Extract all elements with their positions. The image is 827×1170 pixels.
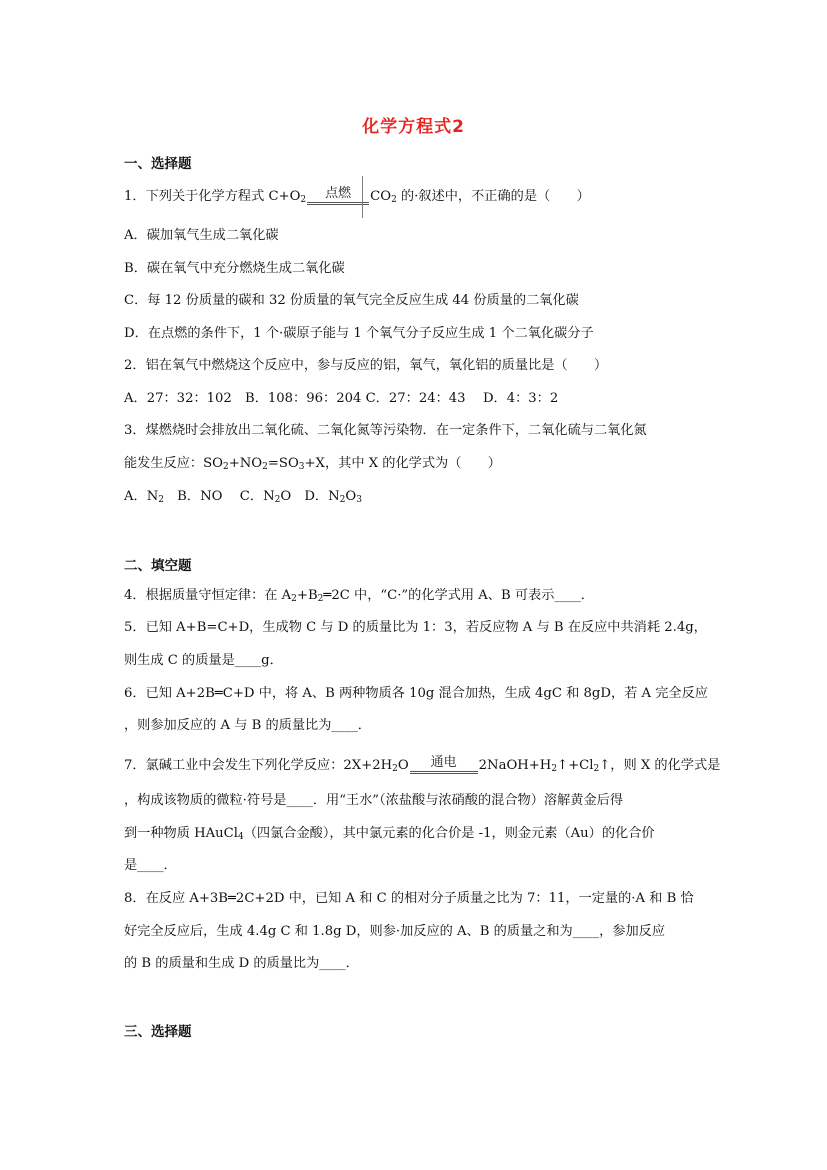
q7-sub: 2 xyxy=(593,764,600,774)
q7-text-6: 到一种物质 HAuCl xyxy=(124,826,238,841)
q4-sub: 2 xyxy=(317,594,324,604)
q1-option-d: D．在点燃的条件下，1 个·碳原子能与 1 个氧气分子反应生成 1 个二氧化碳分子 xyxy=(124,326,594,341)
q3-sub: 2 xyxy=(158,495,164,505)
q3-sub: 3 xyxy=(298,462,305,472)
question-5-line-1: 5．已知 A+B=C+D，生成物 C 与 D 的质量比为 1：3，若反应物 A 与 B 在反应中共消耗 2.4g， xyxy=(124,620,707,635)
q7-condition-label: 通电 xyxy=(410,755,478,774)
q3-text-4: +X，其中 X 的化学式为（ ） xyxy=(304,456,501,471)
q7-text-3: 2NaOH+H xyxy=(478,758,552,773)
q4-text-3: ═2C 中，“C·”的化学式用 A、B 可表示____． xyxy=(323,588,594,603)
question-3-line-1: 3．煤燃烧时会排放出二氧化硫、二氧化氮等污染物．在一定条件下，二氧化硫与二氧化氮 xyxy=(124,423,647,438)
q3-opt-d: O xyxy=(345,489,357,504)
q1-condition-label: 点燃 xyxy=(307,186,369,205)
q1-product: CO xyxy=(370,189,392,204)
q2-options: A．27：32：102 B．108：96：204 C．27：24：43 D．4：3：2 xyxy=(124,391,559,406)
q7-text-4: ↑+Cl xyxy=(557,758,594,773)
q3-sub: 3 xyxy=(356,495,362,505)
q3-opt-a: A．N xyxy=(124,489,159,504)
q3-text-2: +NO xyxy=(228,456,263,471)
question-7-line-1 xyxy=(124,755,720,774)
q1-reaction-condition xyxy=(307,186,369,205)
q4-sub: 2 xyxy=(291,594,297,604)
question-4 xyxy=(124,588,594,604)
question-7-line-2: ，构成该物质的微粒·符号是____．用“王水”（浓盐酸与浓硝酸的混合物）溶解黄金后得 xyxy=(124,793,624,808)
q1-option-c: C．每 12 份质量的碳和 32 份质量的氧气完全反应生成 44 份质量的二氧化碳 xyxy=(124,293,579,308)
q7-text-1: 7．氯碱工业中会发生下列化学反应：2X+2H xyxy=(124,758,393,773)
q1-text-pre: 1．下列关于化学方程式 C+O xyxy=(124,189,301,204)
q7-text-2: O xyxy=(397,758,409,773)
q1-o2-sub: 2 xyxy=(300,195,307,205)
q1-text-post: 的·叙述中，不正确的是（ ） xyxy=(396,189,590,204)
q3-opt-c: O D．N xyxy=(280,489,340,504)
q1-option-b: B．碳在氧气中充分燃烧生成二氧化碳 xyxy=(124,261,345,276)
q3-text-3: =SO xyxy=(267,456,299,471)
q3-sub: 2 xyxy=(262,462,268,472)
q7-sub: 2 xyxy=(551,764,558,774)
question-1-stem xyxy=(124,186,590,205)
q3-sub: 2 xyxy=(339,495,346,505)
question-2-stem: 2．铝在氧气中燃烧这个反应中，参与反应的铝，氧气，氧化铝的质量比是（ ） xyxy=(124,358,608,373)
question-7-line-4: 是____． xyxy=(124,858,177,873)
question-5-line-2: 则生成 C 的质量是____g． xyxy=(124,653,283,668)
q3-options xyxy=(124,489,362,505)
question-8-line-2: 好完全反应后，生成 4.4g C 和 1.8g D，则参·加反应的 A、B 的质量之和为____，参加反应 xyxy=(124,924,666,939)
q7-text-7: （四氯合金酸），其中氯元素的化合价是 -1，则金元素（Au）的化合价 xyxy=(243,826,655,841)
question-7-line-3 xyxy=(124,826,655,842)
question-8-line-3: 的 B 的质量和生成 D 的质量比为____． xyxy=(124,956,359,971)
q7-text-5: ↑，则 X 的化学式是 xyxy=(599,758,721,773)
section-heading-1: 一、选择题 xyxy=(124,156,192,172)
q7-sub: 4 xyxy=(237,832,244,842)
q3-sub: 2 xyxy=(274,495,281,505)
q4-text-1: 4．根据质量守恒定律：在 A xyxy=(124,588,292,603)
section-heading-2: 二、填空题 xyxy=(124,558,192,574)
q7-sub: 2 xyxy=(392,764,398,774)
question-6-line-2: ，则参加反应的 A 与 B 的质量比为____． xyxy=(124,718,371,733)
question-3-line-2 xyxy=(124,456,501,472)
q7-reaction-condition xyxy=(410,755,478,774)
question-6-line-1: 6．已知 A+2B═C+D 中，将 A、B 两种物质各 10g 混合加热，生成 4gC 和 8gD，若 A 完全反应 xyxy=(124,686,708,701)
section-heading-3: 三、选择题 xyxy=(124,1024,192,1040)
q1-product-sub: 2 xyxy=(391,195,397,205)
q1-option-a: A．碳加氧气生成二氧化碳 xyxy=(124,228,279,243)
text-cursor xyxy=(362,176,363,218)
question-8-line-1: 8．在反应 A+3B═2C+2D 中，已知 A 和 C 的相对分子质量之比为 7：11，一定量的·A 和 B 恰 xyxy=(124,891,694,906)
q4-text-2: +B xyxy=(296,588,318,603)
page-title: 化学方程式2 xyxy=(362,117,465,137)
q3-opt-b: B．NO C．N xyxy=(164,489,275,504)
q3-sub: 2 xyxy=(222,462,229,472)
q3-text-1: 能发生反应：SO xyxy=(124,456,223,471)
